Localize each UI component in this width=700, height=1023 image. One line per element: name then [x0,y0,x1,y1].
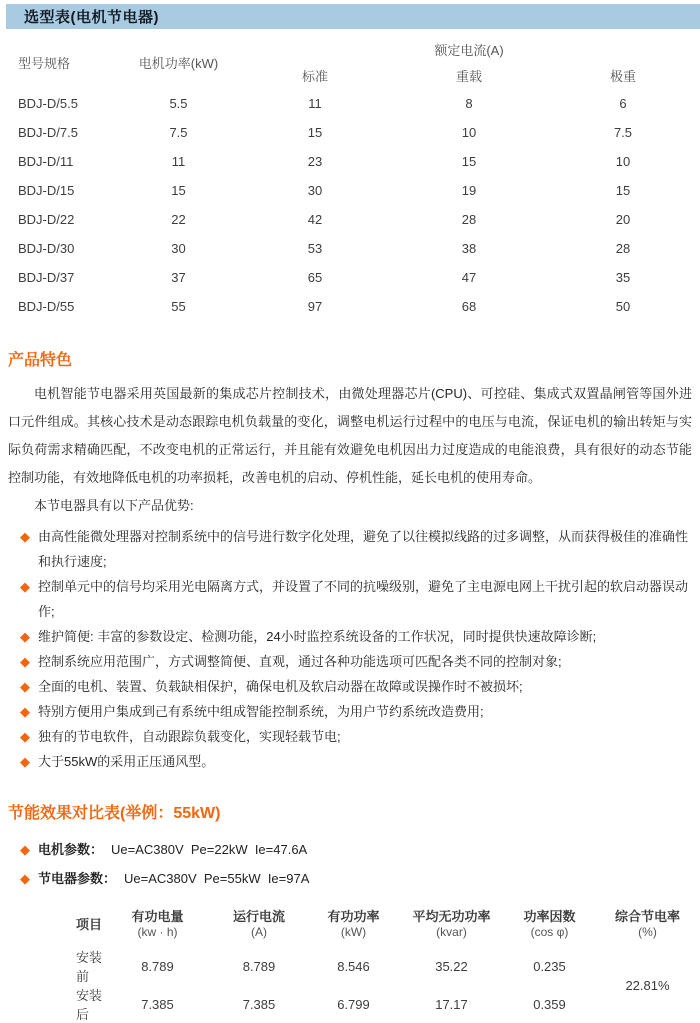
cmp-header-unit: (kw · h) [137,925,178,939]
selection-table [0,36,700,321]
param-value: Ue=AC380V Pe=55kW Ie=97A [124,871,310,886]
cmp-header-unit: (%) [638,925,657,939]
cell-item: 安装后 [76,988,103,1022]
cmp-header-active-power [308,901,399,947]
bullet-text: 独有的节电软件，自动跟踪负载变化，实现轻载节电; [38,729,341,744]
diamond-bullet-icon: ◆ [20,679,30,694]
comparison-table-body [0,947,700,1023]
param-value: Ue=AC380V Pe=22kW Ie=47.6A [111,842,308,857]
features-paragraph: 电机智能节电器采用英国最新的集成芯片控制技术，由微处理器芯片(CPU)、可控硅、集成式双置晶闸管等国外进口元件组成。其核心技术是动态跟踪电机负载量的变化，调整电机运行过程中的电压与电流，保证电机的输出转矩与实际负荷需求精确匹配，不改变电机的正常运行，并且能有效避免电机因出力过度造成的电能浪费，具有很好的动态节能控制功能，有效地降低电机的功率损耗，改善电机的启动、停机性能，延长电机的使用寿命。 [8,386,692,485]
cell-model: BDJ-D/5.5 [18,96,78,111]
cell-model: BDJ-D/37 [18,270,75,285]
table-row [0,234,700,263]
cmp-header-saving-rate [595,901,700,947]
cmp-header-title: 功率因数 [523,909,576,924]
features-section [0,347,700,774]
list-item [20,624,700,649]
cell-saving-rate: 22.81% [625,977,670,993]
diamond-bullet-icon: ◆ [20,871,30,886]
cell-extra: 7.5 [613,125,633,140]
cmp-header-power-factor [504,901,595,947]
table-row [0,118,700,147]
list-item [20,524,700,574]
parameter-lines [20,835,700,893]
bullet-text: 由高性能微处理器对控制系统中的信号进行数字化处理，避免了以往模拟线路的过多调整，从而获得极佳的准确性和执行速度; [38,529,689,569]
cell-current: 8.789 [242,958,276,974]
section-title-bar [6,4,700,29]
cell-power: 37 [171,270,186,285]
diamond-bullet-icon: ◆ [20,754,30,769]
diamond-bullet-icon: ◆ [20,729,30,744]
cell-heavy: 68 [461,299,477,314]
comparison-table-head [0,901,700,947]
cell-reactive: 35.22 [435,958,468,974]
cell-model: BDJ-D/11 [18,154,74,169]
header-extra-heavy: 极重 [609,69,636,84]
cell-power-factor: 0.359 [533,996,566,1012]
features-heading: 产品特色 [8,352,73,369]
diamond-bullet-icon: ◆ [20,579,30,594]
cell-power: 6.799 [337,996,370,1012]
cmp-header-title: 有功电量 [131,909,184,924]
table-row [0,947,700,985]
param-label: 节电器参数： [38,871,117,886]
cell-standard: 11 [308,96,322,111]
table-row [0,263,700,292]
cell-extra: 28 [615,241,631,256]
cmp-header-unit: (cos φ) [530,925,569,939]
diamond-bullet-icon: ◆ [20,654,30,669]
comparison-section [0,800,700,1023]
cell-extra: 35 [615,270,631,285]
cell-heavy: 15 [461,154,477,169]
list-item [20,749,700,774]
cell-heavy: 8 [465,96,473,111]
cell-standard: 53 [307,241,323,256]
cell-power: 5.5 [169,96,188,111]
page-title: 选型表(电机节电器) [24,9,159,26]
cell-heavy: 19 [461,183,477,198]
cell-model: BDJ-D/30 [18,241,75,256]
header-model-spec: 型号规格 [18,56,71,71]
selection-table-body [0,89,700,321]
list-item [20,699,700,724]
list-item [20,574,700,624]
table-row [0,89,700,118]
cell-power: 7.5 [169,125,188,140]
cmp-header-active-energy [105,901,210,947]
cmp-header-title: 项目 [76,916,103,932]
cell-heavy: 28 [461,212,477,227]
cell-model: BDJ-D/22 [18,212,75,227]
cell-model: BDJ-D/7.5 [18,125,78,140]
list-item [20,724,700,749]
table-row [0,147,700,176]
diamond-bullet-icon: ◆ [20,629,30,644]
cmp-header-title: 运行电流 [232,909,285,924]
cmp-header-title: 有功功率 [327,909,380,924]
cell-model: BDJ-D/55 [18,299,75,314]
cell-standard: 65 [307,270,323,285]
cmp-header-item [0,901,105,947]
cell-model: BDJ-D/15 [18,183,75,198]
cell-energy: 7.385 [141,996,174,1012]
cell-energy: 8.789 [141,958,174,974]
list-item [20,674,700,699]
features-intro: 本节电器具有以下产品优势: [34,498,194,513]
cmp-header-unit: (kW) [340,925,367,939]
cell-standard: 42 [307,212,323,227]
header-heavy-load: 重载 [455,69,482,84]
cell-power: 8.546 [337,958,370,974]
table-row [0,176,700,205]
bullet-text: 控制单元中的信号均采用光电隔离方式，并设置了不同的抗噪级别，避免了主电源电网上干扰引起的软启动器误动作; [38,579,689,619]
table-row [0,292,700,321]
cell-extra: 50 [615,299,631,314]
header-motor-power: 电机功率(kW) [138,56,219,71]
header-standard: 标准 [301,69,328,84]
cmp-header-reactive-power [399,901,504,947]
cell-reactive: 17.17 [435,996,468,1012]
table-row [0,205,700,234]
cell-power: 22 [171,212,186,227]
bullet-text: 特别方便用户集成到己有系统中组成智能控制系统，为用户节约系统改造费用; [38,704,484,719]
selection-header-row-1 [0,36,700,62]
cmp-header-title: 综合节电率 [614,909,680,924]
cell-standard: 30 [307,183,323,198]
saver-parameters-line [20,864,700,893]
cell-power: 55 [171,299,186,314]
bullet-text: 大于55kW的采用正压通风型。 [38,754,215,769]
motor-parameters-line [20,835,700,864]
cell-current: 7.385 [242,996,276,1012]
header-rated-current: 额定电流(A) [434,42,504,58]
diamond-bullet-icon: ◆ [20,842,30,857]
cell-extra: 15 [615,183,631,198]
selection-table-head [0,36,700,89]
cell-standard: 23 [307,154,323,169]
cell-extra: 10 [615,154,631,169]
comparison-header-row [0,901,700,947]
cell-extra: 20 [615,212,631,227]
cell-item: 安装前 [76,950,103,984]
cell-power-factor: 0.235 [533,958,566,974]
cell-extra: 6 [619,96,627,111]
cell-standard: 15 [307,125,323,140]
comparison-heading: 节能效果对比表(举例：55kW) [8,805,221,822]
cell-heavy: 38 [461,241,477,256]
bullet-text: 维护简便: 丰富的参数设定、检测功能，24小时监控系统设备的工作状况，同时提供快速故障诊断; [38,629,597,644]
cmp-header-unit: (A) [251,925,267,939]
cell-heavy: 10 [461,125,477,140]
cmp-header-unit: (kvar) [436,925,467,939]
cell-power: 11 [171,154,186,169]
param-label: 电机参数： [38,842,104,857]
cmp-header-running-current [210,901,308,947]
bullet-text: 控制系统应用范围广，方式调整简便、直观，通过各种功能选项可匹配各类不同的控制对象; [38,654,562,669]
cell-heavy: 47 [461,270,477,285]
product-spec-page [0,4,700,1022]
features-list [20,524,700,774]
cell-power: 30 [171,241,186,256]
list-item [20,649,700,674]
diamond-bullet-icon: ◆ [20,704,30,719]
bullet-text: 全面的电机、装置、负载缺相保护，确保电机及软启动器在故障或误操作时不被损坏; [38,679,523,694]
cmp-header-title: 平均无功功率 [412,909,491,924]
cell-power: 15 [171,183,186,198]
cell-standard: 97 [307,299,323,314]
diamond-bullet-icon: ◆ [20,529,30,544]
comparison-table [0,901,700,1023]
